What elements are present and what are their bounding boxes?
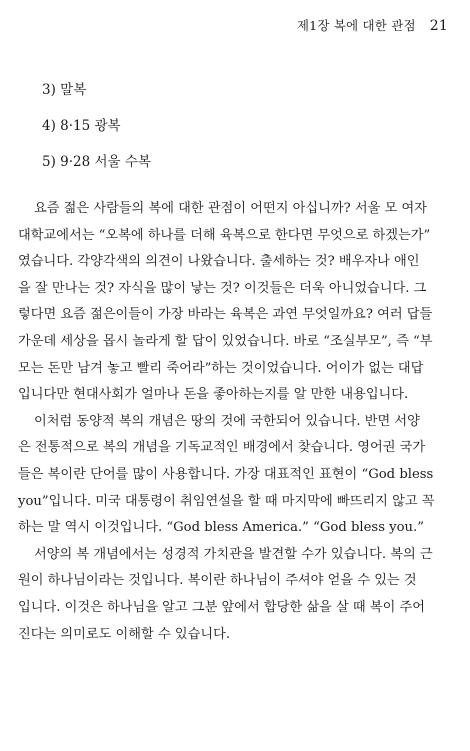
text-line: you”입니다. 미국 대통령이 취임연설을 할 때 마지막에 빠뜨리지 않고 꼭 [18,493,435,509]
text-line: 대학교에서는 “오복에 하나를 더해 육복으로 한다면 무엇으로 하겠는가” [18,227,431,243]
text-line: 였습니다. 각양각색의 의견이 나왔습니다. 출세하는 것? 배우자나 애인 [18,254,420,270]
chapter-title: 제1장 복에 대한 관점 [296,18,416,33]
text-line: 입니다만 현대사회가 얼마나 돈을 좋아하는지를 알 만한 내용입니다. [18,387,409,403]
text-line: 원이 하나님이라는 것입니다. 복이란 하나님이 주셔야 얻을 수 있는 것 [18,573,417,589]
text-line: 모는 돈만 남겨 놓고 빨리 죽어라”하는 것이었습니다. 어이가 없는 대답 [18,360,424,376]
running-header [297,16,448,34]
text-line: 진다는 의미로도 이해할 수 있습니다. [18,626,231,642]
text-line: 요즘 젊은 사람들의 복에 대한 관점이 어떤지 아십니까? 서울 모 여자 [34,201,427,216]
body-text [18,196,454,648]
text-line: 하는 말 역시 이것입니다. “God bless America.” “God bless you.” [18,520,424,536]
text-line: 입니다. 이것은 하나님을 알고 그분 앞에서 합당한 삶을 살 때 복이 주어 [18,599,425,615]
text-line: 들은 복이란 단어를 많이 사용합니다. 가장 대표적인 표현이 “God bless [18,466,434,482]
text-line: 은 전통적으로 복의 개념을 기독교적인 배경에서 찾습니다. 영어권 국가 [18,440,426,456]
list-item: 5) 9·28 서울 수복 [42,154,151,170]
text-line: 렇다면 요즘 젊은이들이 가장 바라는 육복은 과연 무엇일까요? 여러 답들 [18,307,433,323]
text-line: 을 잘 만나는 것? 자식을 많이 낳는 것? 이것들은 더욱 아니었습니다. 그 [18,280,427,296]
text-line: 서양의 복 개념에서는 성경적 가치관을 발견할 수가 있습니다. 복의 근 [34,546,433,562]
text-line: 이처럼 동양적 복의 개념은 땅의 것에 국한되어 있습니다. 반면 서양 [34,413,420,429]
event-list [42,72,151,180]
list-item: 3) 말복 [42,82,87,98]
list-item: 4) 8·15 광복 [42,118,121,134]
page-number: 21 [429,18,448,34]
text-line: 가운데 세상을 몹시 놀라게 할 답이 있었습니다. 바로 “조실부모”, 즉 “부 [18,333,433,349]
